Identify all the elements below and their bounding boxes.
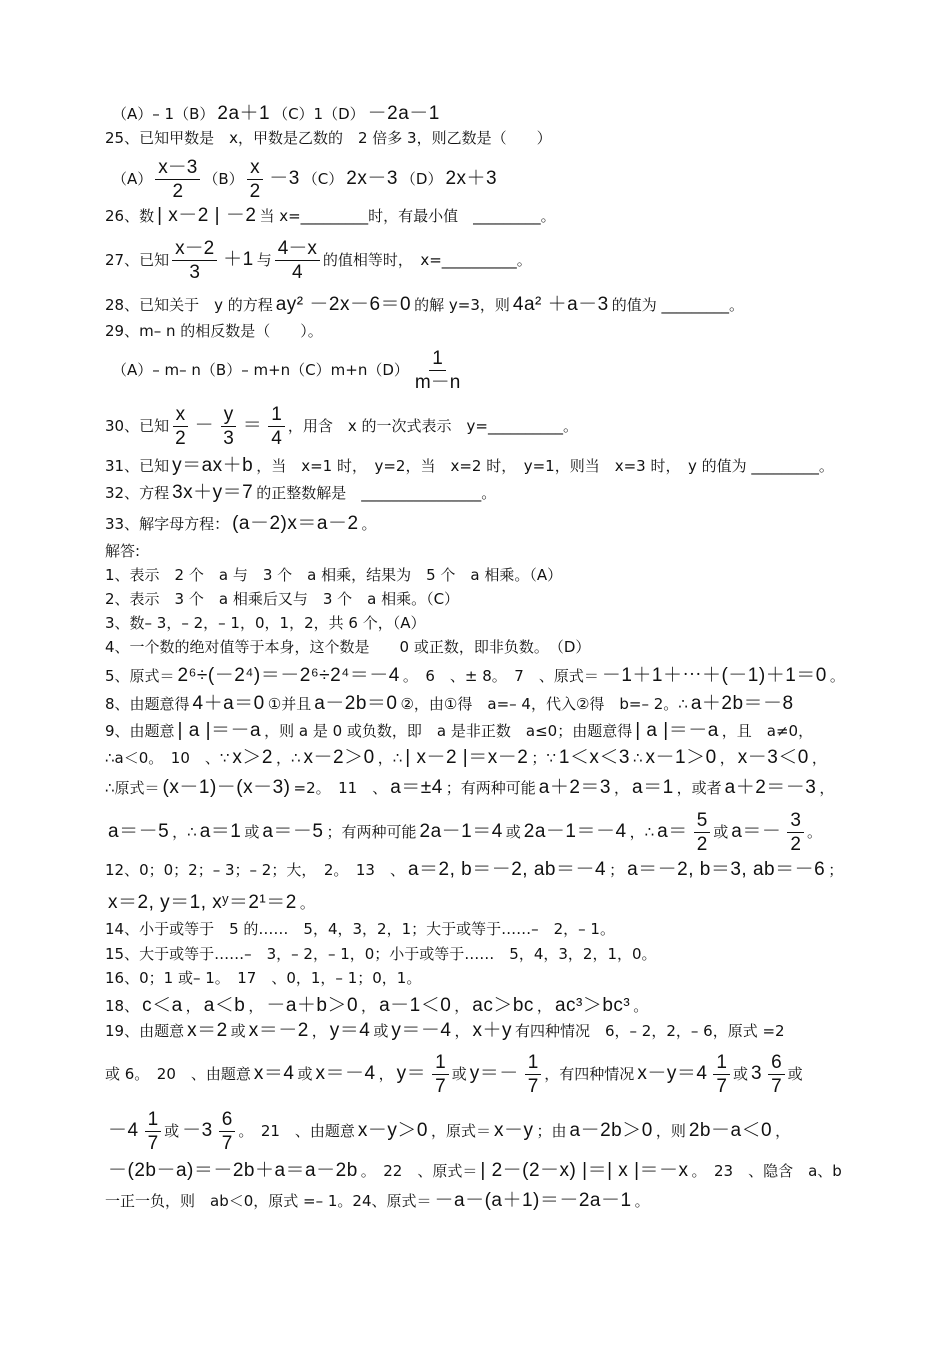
- math: | x－2 |＝x－2: [405, 747, 529, 768]
- math: 2b－a＜0: [688, 1120, 773, 1141]
- text: 5、原式＝: [105, 667, 175, 685]
- text: 8、由题意得: [105, 695, 190, 713]
- fraction: $\frac{x-3}{2}$: [155, 156, 200, 203]
- text: ，: [719, 749, 735, 767]
- text: ，则: [655, 1122, 686, 1140]
- fraction: $\frac{6}{7}$: [219, 1108, 236, 1155]
- text: （A）: [112, 170, 153, 188]
- text: 1、表示 2 个 a 与 3 个 a 相乘，结果为 5 个 a 相乘。（A）: [105, 566, 563, 584]
- fraction: $\frac{1}{7}$: [145, 1108, 162, 1155]
- text: ，或者: [676, 779, 722, 797]
- math: a＝－5: [108, 821, 170, 842]
- q26: [105, 205, 855, 227]
- math: －: [194, 415, 215, 436]
- answer-4: [105, 636, 855, 658]
- text: 或: [505, 823, 521, 841]
- text: 或: [713, 823, 729, 841]
- fraction: $\frac{1}{7}$: [713, 1051, 730, 1098]
- text: ；有两种可能: [445, 779, 536, 797]
- text: 25、已知甲数是 x，甲数是乙数的 2 倍多 3，则乙数是（ ）: [105, 129, 552, 147]
- text: 19、由题意: [105, 1022, 185, 1040]
- q24-options: [112, 103, 855, 125]
- text: ；: [609, 861, 625, 879]
- math: －1＋1＋⋯＋(－1)＋1＝0: [601, 665, 827, 686]
- math: 3: [750, 1063, 763, 1084]
- math: 4a² ＋a－3: [512, 294, 609, 315]
- text: 。 23 、隐含 a、b: [691, 1162, 842, 1180]
- answer-12-13: [105, 859, 855, 881]
- text: 的正整数解是 ________________。: [256, 484, 497, 502]
- math: x＋y: [472, 1020, 512, 1041]
- math: x＝－4: [315, 1063, 376, 1084]
- math: －2a－1: [367, 103, 440, 124]
- fraction: $\frac{1}{m-n}$: [414, 347, 461, 393]
- text: ①并且: [267, 695, 312, 713]
- text: 有四种情况 6，– 2，2，– 6，原式 =2: [514, 1022, 785, 1040]
- fraction: $\frac{x}{2}$: [247, 156, 264, 203]
- text: 或 6。 20 、由题意: [105, 1065, 251, 1083]
- text: ；有两种可能: [326, 823, 417, 841]
- fraction: $\frac{5}{2}$: [694, 809, 711, 856]
- fraction: $\frac{3}{2}$: [787, 809, 804, 856]
- math: x－1＞0: [645, 747, 717, 768]
- math: ac³＞bc³: [554, 995, 631, 1016]
- fraction: $\frac{y}{3}$: [220, 403, 237, 450]
- math: | x－2 | －2: [157, 205, 257, 226]
- math: a＋2b＝－8: [690, 693, 794, 714]
- answer-8: [105, 693, 855, 715]
- math: a－2b＞0: [569, 1120, 653, 1141]
- math: x－3＜0: [737, 747, 809, 768]
- q28: [105, 294, 855, 316]
- answer-16-17: [105, 967, 855, 989]
- text: （B）: [203, 170, 244, 188]
- text: 或: [230, 1022, 246, 1040]
- math: 2a＋1: [217, 103, 271, 124]
- math: 1＜x＜3: [558, 747, 630, 768]
- math: a＝－: [731, 821, 782, 842]
- text: 12、0；0；2；– 3；– 2；大， 2。 13 、: [105, 861, 405, 879]
- math: a＋2＝3: [538, 777, 611, 798]
- math: a＋2＝－3: [724, 777, 817, 798]
- math: ＝: [242, 415, 263, 436]
- text: 。: [829, 667, 845, 685]
- text: ，: [248, 997, 264, 1015]
- math: －3: [269, 168, 300, 189]
- math: ay² －2x－6＝0: [275, 294, 412, 315]
- text: ；由: [536, 1122, 567, 1140]
- answer-2: [105, 588, 855, 610]
- text: 的解 y=3，则: [414, 296, 510, 314]
- math: 2⁶÷(－2⁴)＝－2⁶÷2⁴＝－4: [177, 665, 400, 686]
- text: 或: [297, 1065, 313, 1083]
- text: ∴a＜0。 10 、∵: [105, 749, 230, 767]
- math: a＝2, b＝－2, ab＝－4: [407, 859, 607, 880]
- math: a＝±4: [390, 777, 443, 798]
- text: ，: [775, 1122, 791, 1140]
- math: y＝－: [469, 1063, 519, 1084]
- answer-5-7: [105, 665, 855, 687]
- text: ，: [185, 997, 201, 1015]
- text: ；∵: [531, 749, 556, 767]
- text: 解答:: [105, 542, 141, 560]
- math: | 2－(2－x) |＝| x |＝－x: [480, 1160, 689, 1181]
- text: 33、解字母方程：: [105, 515, 230, 533]
- fraction: $\frac{1}{7}$: [525, 1051, 542, 1098]
- q25-options: [112, 156, 855, 202]
- answer-15: [105, 943, 855, 965]
- answer-11-cont: [105, 808, 855, 856]
- math: | a |＝－a: [635, 720, 719, 741]
- q32: [105, 482, 855, 504]
- math: －(2b－a)＝－2b＋a＝a－2b: [108, 1160, 358, 1181]
- math: x＝4: [253, 1063, 295, 1084]
- math: | a |＝－a: [177, 720, 262, 741]
- fraction: $\frac{x-2}{3}$: [172, 237, 217, 284]
- math: a＜b: [203, 995, 246, 1016]
- text: ∴原式＝: [105, 779, 160, 797]
- answer-19: [105, 1020, 855, 1042]
- q30: [105, 403, 855, 449]
- q27: [105, 237, 855, 283]
- text: ，则 a 是 0 或负数，即 a 是非正数 a≤0；由题意得: [264, 722, 633, 740]
- text: ，且 a≠0，: [721, 722, 814, 740]
- text: 或: [451, 1065, 467, 1083]
- math: (x－1)－(x－3): [162, 777, 291, 798]
- math: c＜a: [142, 995, 183, 1016]
- text: ，: [378, 1065, 394, 1083]
- text: 9、由题意: [105, 722, 175, 740]
- math: x＝2: [187, 1020, 228, 1041]
- text: 29、m– n 的相反数是（ ）。: [105, 322, 323, 340]
- text: ，: [811, 749, 827, 767]
- text: ，: [361, 997, 377, 1015]
- math: －3: [182, 1120, 213, 1141]
- math: －a－(a＋1)＝－2a－1: [434, 1190, 632, 1211]
- answer-1: [105, 564, 855, 586]
- text: ，有四种情况: [544, 1065, 635, 1083]
- math: ac＞bc: [472, 995, 534, 1016]
- math: y＝－4: [391, 1020, 452, 1041]
- text: （C）1（D）: [273, 105, 365, 123]
- answer-10: [105, 747, 855, 769]
- text: 一正一负，则 ab＜0，原式 =– 1。24、原式＝: [105, 1192, 432, 1210]
- answer-13-cont: [105, 892, 855, 914]
- math: x－y＝4: [637, 1063, 708, 1084]
- text: 30、已知: [105, 417, 170, 435]
- text: ，: [613, 779, 629, 797]
- text: ，∴: [172, 823, 197, 841]
- answer-23-24: [105, 1190, 855, 1212]
- text: 与: [256, 251, 272, 269]
- text: 31、已知: [105, 457, 170, 475]
- fraction: $\frac{1}{4}$: [268, 403, 285, 450]
- text: 2、表示 3 个 a 相乘后又与 3 个 a 相乘。（C）: [105, 590, 460, 608]
- text: ，∴: [377, 749, 403, 767]
- math: 2a－1＝－4: [523, 821, 627, 842]
- answer-22: [105, 1160, 855, 1182]
- math: y＝ax＋b: [172, 455, 254, 476]
- math: －a＋b＞0: [266, 995, 359, 1016]
- math: x－y: [494, 1120, 534, 1141]
- math: ＋1: [223, 249, 254, 270]
- math: a－2b＝0: [314, 693, 398, 714]
- text: （A）– 1（B）: [112, 105, 215, 123]
- text: 。: [806, 823, 822, 841]
- answer-18: [105, 995, 855, 1017]
- text: ，∴: [276, 749, 301, 767]
- text: ，当 x=1 时， y=2，当 x=2 时， y=1，则当 x=3 时， y 的值为 _________。: [256, 457, 834, 475]
- math: 2a－1＝4: [419, 821, 503, 842]
- text: ∴: [633, 749, 643, 767]
- math: (a－2)x＝a－2: [232, 513, 359, 534]
- text: 3、数– 3，– 2，– 1，0，1，2，共 6 个，（A）: [105, 614, 426, 632]
- text: ，: [311, 1022, 327, 1040]
- math: x＞2: [232, 747, 273, 768]
- text: 或: [787, 1065, 803, 1083]
- math: a＝: [657, 821, 688, 842]
- text: 。 21 、由题意: [238, 1122, 355, 1140]
- math: y＝4: [329, 1020, 371, 1041]
- math: －4: [108, 1120, 139, 1141]
- answer-9: [105, 720, 855, 742]
- answer-14: [105, 918, 855, 940]
- math: a－1＜0: [379, 995, 452, 1016]
- text: 。: [361, 515, 377, 533]
- text: 的值为 _________。: [611, 296, 745, 314]
- text: 14、小于或等于 5 的…… 5，4，3，2，1；大于或等于……– 2，– 1。: [105, 920, 615, 938]
- text: 32、方程: [105, 484, 170, 502]
- answer-3: [105, 612, 855, 634]
- text: 18、: [105, 997, 140, 1015]
- text: 26、数: [105, 207, 155, 225]
- q29-options: [112, 347, 855, 393]
- math: a＝1: [199, 821, 242, 842]
- math: x＝2, y＝1, xʸ＝2¹＝2: [108, 892, 297, 913]
- math: a＝－2, b＝3, ab＝－6: [627, 859, 826, 880]
- text: 27、已知: [105, 251, 170, 269]
- text: 16、0；1 或– 1。 17 、0，1，– 1；0，1。: [105, 969, 422, 987]
- fraction: $\frac{6}{7}$: [768, 1051, 785, 1098]
- text: ，原式＝: [431, 1122, 492, 1140]
- text: ，: [536, 997, 552, 1015]
- text: ，: [454, 997, 470, 1015]
- text: ，: [454, 1022, 470, 1040]
- fraction: $\frac{4-x}{4}$: [275, 237, 320, 284]
- math: 3x＋y＝7: [172, 482, 254, 503]
- text: （A）– m– n（B）– m+n（C）m+n（D）: [112, 361, 409, 379]
- q33: [105, 513, 855, 535]
- text: （D）: [400, 170, 443, 188]
- text: =2。 11 、: [293, 779, 388, 797]
- text: 。: [299, 894, 315, 912]
- text: 28、已知关于 y 的方程: [105, 296, 273, 314]
- math: x－y＞0: [357, 1120, 428, 1141]
- text: 或: [164, 1122, 180, 1140]
- text: （C）: [302, 170, 344, 188]
- answer-11: [105, 777, 855, 799]
- fraction: $\frac{x}{2}$: [172, 403, 189, 450]
- text: ②，由①得 a=– 4，代入②得 b=– 2。∴: [400, 695, 688, 713]
- text: 4、一个数的绝对值等于本身，这个数是 0 或正数，即非负数。 （D）: [105, 638, 591, 656]
- text: ，: [819, 779, 835, 797]
- text: 或: [373, 1022, 389, 1040]
- text: 或: [244, 823, 260, 841]
- math: 2x－3: [346, 168, 398, 189]
- text: ；: [828, 861, 844, 879]
- text: ，∴: [629, 823, 655, 841]
- text: 。 6 、± 8。 7 、原式＝: [402, 667, 599, 685]
- math: y＝: [396, 1063, 427, 1084]
- math: x－2＞0: [303, 747, 375, 768]
- answer-20: [105, 1050, 855, 1098]
- math: a＝1: [632, 777, 674, 798]
- math: x＝－2: [248, 1020, 309, 1041]
- q31: [105, 455, 855, 477]
- text: 。: [634, 1192, 650, 1210]
- text: 的值相等时， x=__________。: [322, 251, 532, 269]
- text: 当 x=_________时，有最小值 _________。: [259, 207, 556, 225]
- q29: [105, 320, 855, 342]
- q25: [105, 127, 855, 149]
- text: 。 22 、原式＝: [360, 1162, 478, 1180]
- math: 2x＋3: [445, 168, 498, 189]
- text: 或: [732, 1065, 748, 1083]
- text: ，用含 x 的一次式表示 y=__________。: [287, 417, 578, 435]
- math: a＝－5: [262, 821, 324, 842]
- answers-heading: [105, 540, 855, 562]
- text: 。: [633, 997, 649, 1015]
- text: 15、大于或等于……– 3，– 2，– 1，0；小于或等于…… 5，4，3，2，1，0。: [105, 945, 657, 963]
- fraction: $\frac{1}{7}$: [432, 1051, 449, 1098]
- math: 4＋a＝0: [192, 693, 265, 714]
- answer-21: [105, 1107, 855, 1155]
